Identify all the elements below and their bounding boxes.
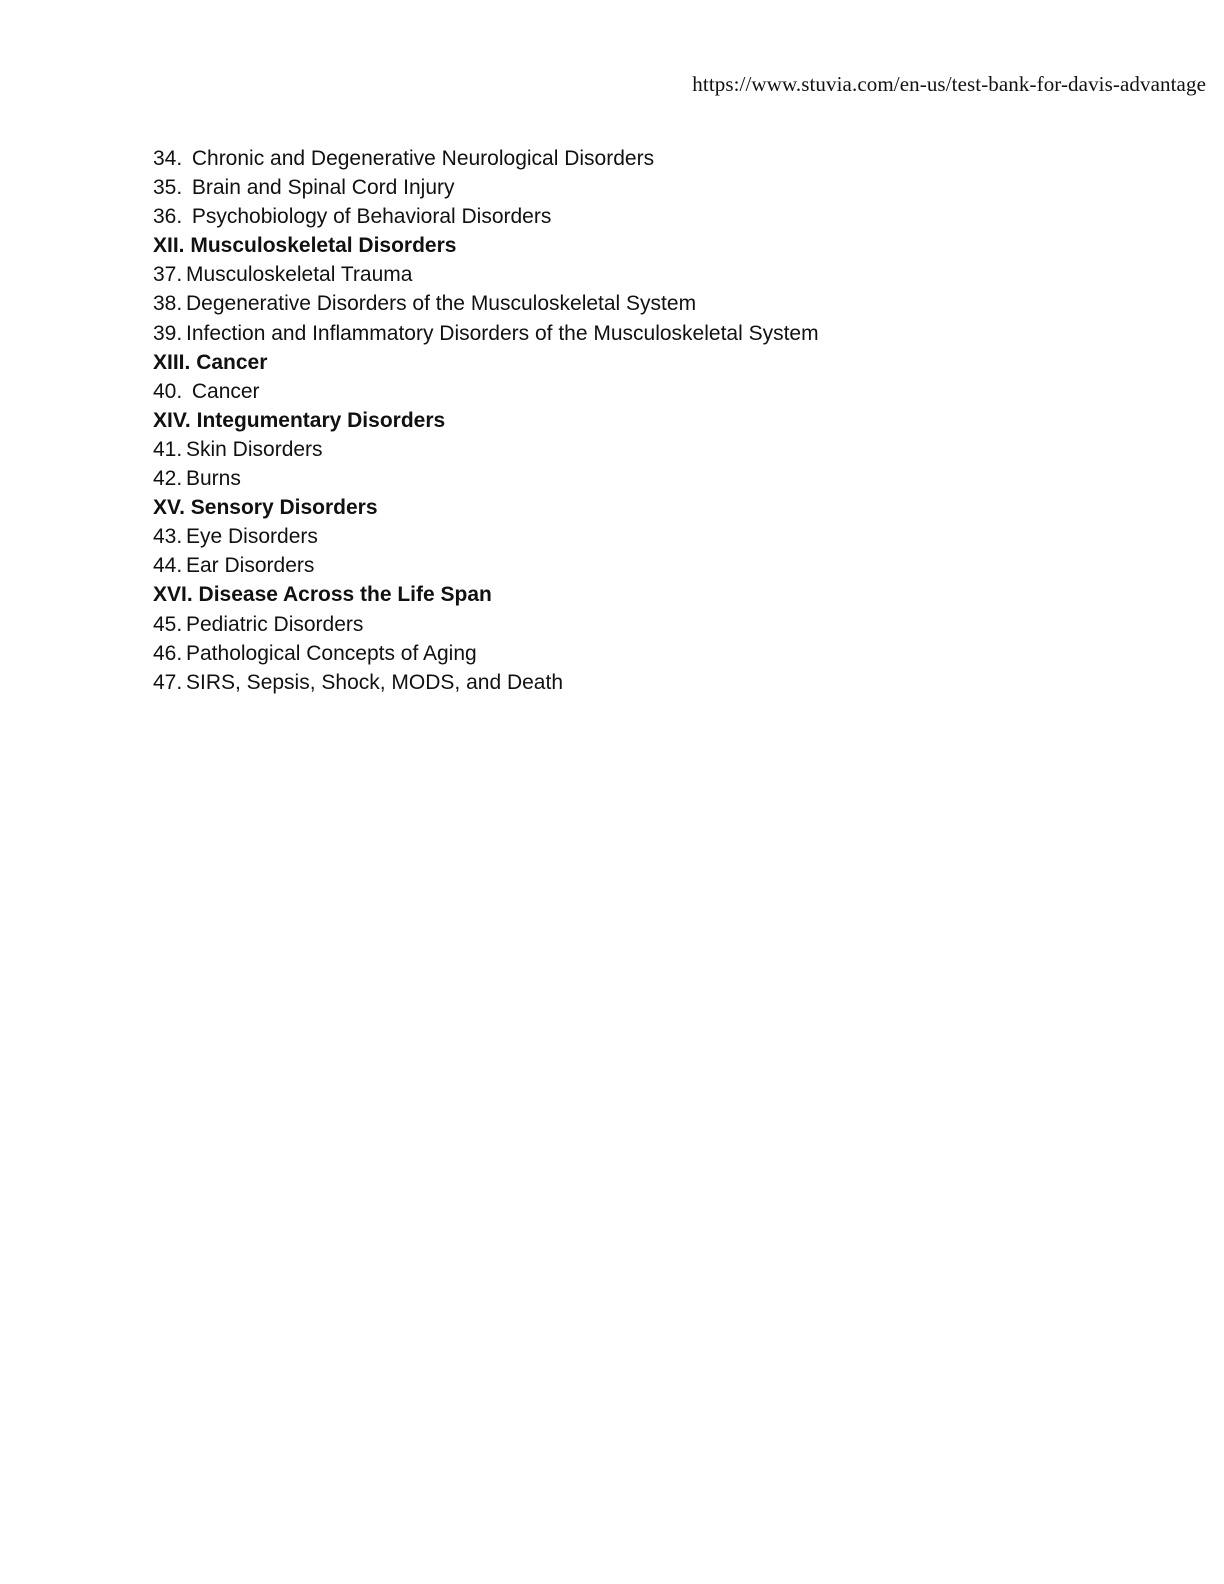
toc-chapter (153, 319, 1153, 348)
toc-chapter (153, 610, 1153, 639)
toc-number: 34. (153, 147, 183, 170)
toc-title: Burns (186, 467, 241, 491)
toc-title: Ear Disorders (186, 554, 315, 578)
toc-number: XII. (153, 234, 185, 258)
toc-number: 42. (153, 467, 183, 491)
toc-number: 38. (153, 292, 183, 316)
toc-section-heading (153, 580, 1153, 609)
toc-number: 43. (153, 525, 183, 549)
toc-title: Skin Disorders (186, 437, 323, 461)
toc-title: Musculoskeletal Disorders (190, 234, 457, 258)
toc-chapter (153, 173, 1153, 202)
toc-section-heading (153, 493, 1153, 522)
toc-number: 36. (153, 205, 183, 229)
toc-section-heading (153, 231, 1153, 260)
toc-section-heading (153, 348, 1153, 377)
toc-title: Eye Disorders (186, 525, 318, 549)
toc-number: XIII. (153, 350, 191, 374)
toc-title: SIRS, Sepsis, Shock, MODS, and Death (186, 670, 563, 694)
toc-title: Cancer (196, 350, 268, 374)
toc-number: XIV. (153, 408, 191, 432)
toc-title: Sensory Disorders (190, 496, 378, 520)
toc-title: Degenerative Disorders of the Musculoskeletal System (186, 292, 697, 316)
toc-title: Disease Across the Life Span (198, 583, 492, 607)
toc-chapter (153, 289, 1153, 318)
toc-title: Infection and Inflammatory Disorders of the Musculoskeletal System (186, 321, 819, 345)
toc-title: Pediatric Disorders (186, 612, 364, 636)
toc-title: Integumentary Disorders (196, 408, 446, 432)
toc-chapter (153, 464, 1153, 493)
header-url: https://www.stuvia.com/en-us/test-bank-for-davis-advantage (692, 72, 1206, 96)
table-of-contents (153, 144, 1153, 697)
toc-title: Pathological Concepts of Aging (186, 641, 477, 665)
toc-title: Brain and Spinal Cord Injury (191, 176, 455, 200)
toc-chapter (153, 144, 1153, 173)
toc-chapter (153, 435, 1153, 464)
toc-number: 41. (153, 437, 183, 461)
toc-title: Psychobiology of Behavioral Disorders (191, 205, 552, 229)
toc-number: 39. (153, 321, 183, 345)
toc-title: Chronic and Degenerative Neurological Disorders (191, 147, 655, 170)
toc-number: 47. (153, 670, 183, 694)
toc-chapter (153, 551, 1153, 580)
toc-title: Cancer (191, 379, 260, 403)
toc-chapter (153, 668, 1153, 697)
toc-chapter (153, 639, 1153, 668)
toc-chapter (153, 260, 1153, 289)
toc-section-heading (153, 406, 1153, 435)
toc-chapter (153, 377, 1153, 406)
toc-number: 44. (153, 554, 183, 578)
toc-number: 45. (153, 612, 183, 636)
toc-number: 37. (153, 263, 183, 287)
toc-title: Musculoskeletal Trauma (186, 263, 413, 287)
toc-number: 40. (153, 379, 183, 403)
toc-number: 46. (153, 641, 183, 665)
toc-number: 35. (153, 176, 183, 200)
toc-chapter (153, 202, 1153, 231)
toc-number: XV. (153, 496, 185, 520)
toc-chapter (153, 522, 1153, 551)
toc-number: XVI. (153, 583, 193, 607)
